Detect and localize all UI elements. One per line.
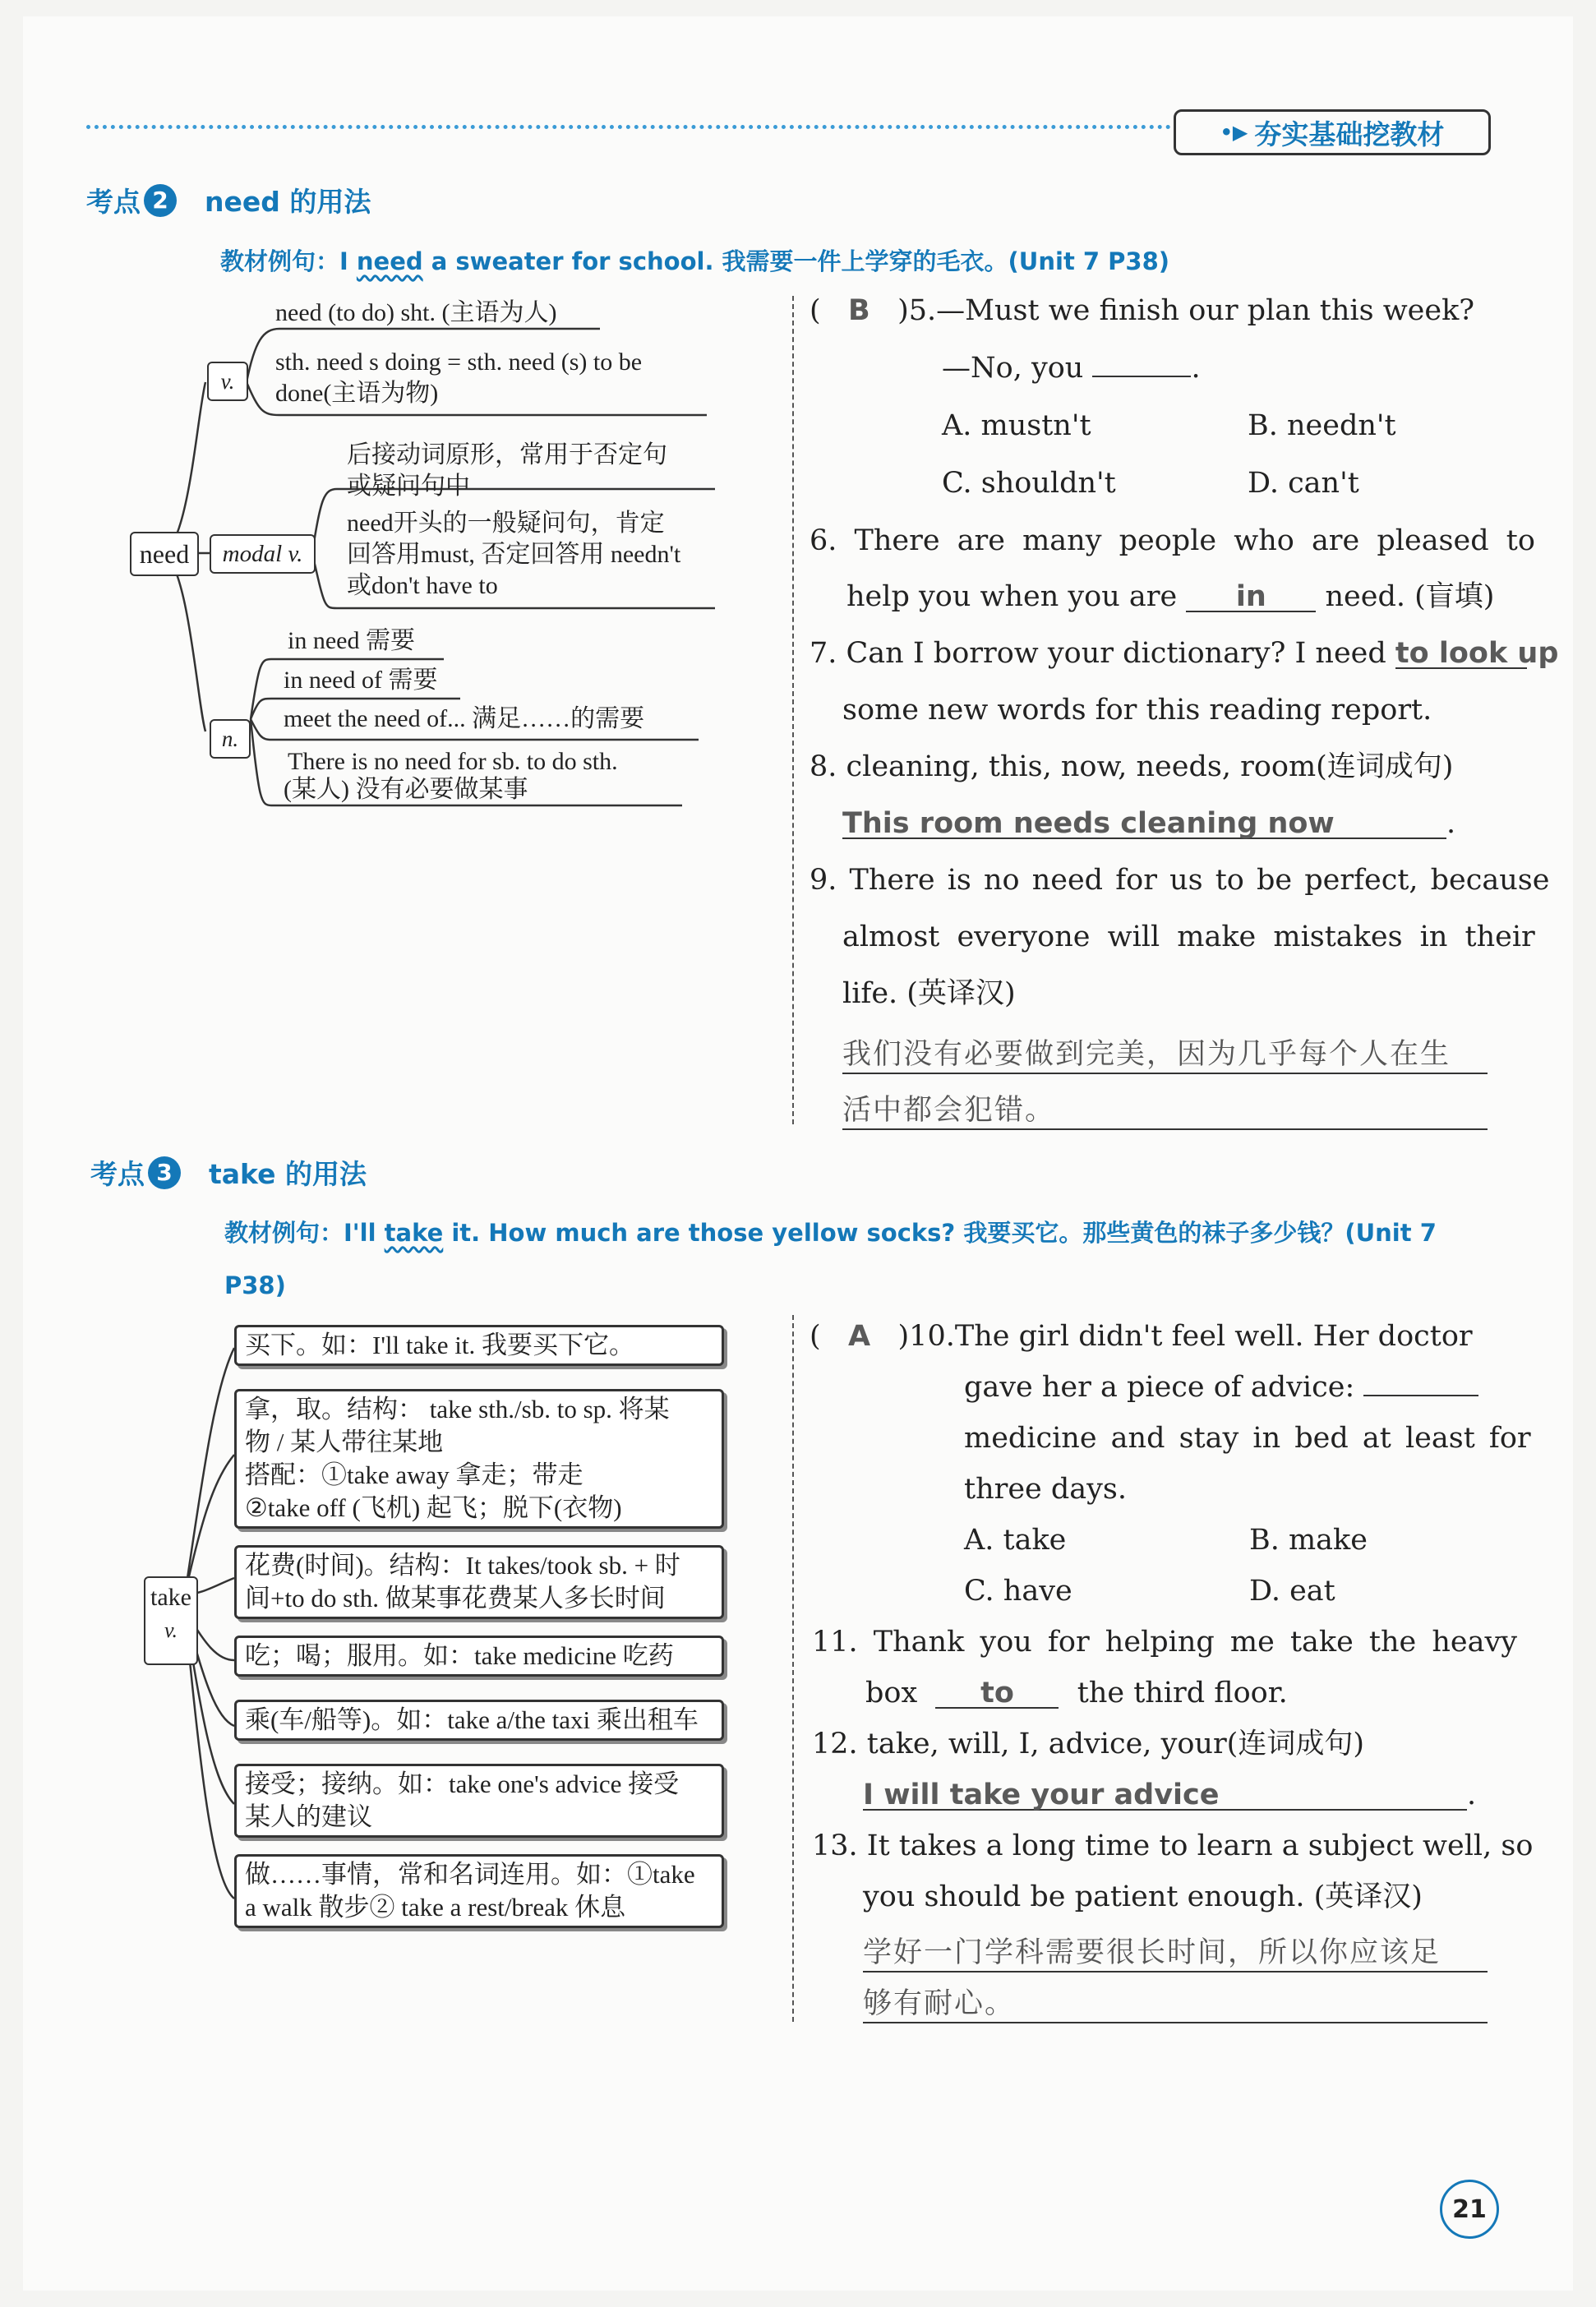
section-3-heading [90, 1153, 367, 1192]
need-n-usage-1: in need 需要 [288, 627, 415, 654]
example-keyword: need [356, 247, 423, 275]
section-title: take 的用法 [209, 1158, 367, 1190]
take-usage-box-do [234, 1854, 724, 1928]
section-number: 2 [144, 184, 177, 217]
question-number: )5. [897, 294, 937, 327]
period: . [1446, 807, 1456, 840]
question-10-line-2 [964, 1371, 1478, 1404]
take-usage-box-spend [234, 1545, 724, 1619]
question-text: gave her a piece of advice: [964, 1371, 1355, 1404]
question-9-line-2: almost everyone will make mistakes in their [842, 920, 1535, 953]
question-text: The girl didn't feel well. Her doctor [954, 1320, 1473, 1353]
section-3-example [224, 1207, 1437, 1259]
need-n-usage-3: meet the need of... 满足……的需要 [284, 705, 645, 732]
take-root-word: take [150, 1584, 191, 1611]
option-c: C. shouldn't [942, 467, 1116, 500]
take-usage-text: 某人的建议 [245, 1802, 372, 1831]
header-dotted-rule [86, 125, 1171, 129]
take-usage-text: 买下。如：I'll take it. 我要买下它。 [245, 1331, 634, 1359]
question-7 [810, 637, 1559, 670]
answer-choice: A [848, 1320, 871, 1353]
question-text: 7. Can I borrow your dictionary? I need [810, 637, 1386, 670]
take-usage-text: 吃；喝；服用。如：take medicine 吃药 [245, 1641, 674, 1670]
need-v-usage-2b: done(主语为物) [275, 380, 439, 407]
example-prefix: 教材例句：I'll [224, 1219, 385, 1247]
example-text: it. How much are those yellow socks? 我要买它。那些黄色的袜子多少钱？(Unit 7 [443, 1219, 1437, 1247]
take-usage-text: a walk 散步② take a rest/break 休息 [245, 1893, 626, 1922]
section-badge-label: 考点 [86, 186, 141, 218]
example-keyword: take [384, 1219, 444, 1247]
question-10-line-3: medicine and stay in bed at least for [964, 1422, 1531, 1455]
take-usage-text: 物 / 某人带往某地 [245, 1428, 444, 1456]
take-usage-box-buy [234, 1325, 724, 1366]
question-9-line-3: life. (英译汉) [842, 977, 1016, 1010]
question-9: 9. There is no need for us to be perfect, because [810, 864, 1550, 897]
option-d: D. can't [1248, 467, 1359, 500]
need-n-usage-4b: (某人) 没有必要做某事 [284, 776, 528, 803]
take-root-pos: v. [164, 1618, 178, 1642]
option-b: B. needn't [1248, 409, 1396, 442]
answer-blank[interactable]: to look up [1395, 637, 1559, 670]
option-d: D. eat [1249, 1575, 1335, 1608]
question-text: box [865, 1677, 918, 1709]
need-modal-usage-2b: 回答用must, 否定回答用 needn't [347, 541, 681, 568]
need-noun-node: n. [210, 719, 251, 759]
option-c: C. have [964, 1575, 1072, 1608]
take-usage-box-transport [234, 1700, 724, 1741]
need-n-usage-2: in need of 需要 [284, 667, 438, 694]
section-number: 3 [148, 1156, 181, 1189]
question-13-line-2: you should be patient enough. (英译汉) [863, 1880, 1423, 1913]
question-10-line-4: three days. [964, 1473, 1128, 1506]
question-text: need. (盲填) [1325, 580, 1495, 613]
take-usage-text: 做……事情，常和名词连用。如：①take [245, 1860, 695, 1889]
double-arrow-icon: •▶ [1220, 121, 1248, 144]
question-text: —Must we finish our plan this week? [936, 294, 1475, 327]
take-usage-text: 花费(时间)。结构：It takes/took sb. + 时 [245, 1551, 680, 1580]
answer-blank[interactable]: to [935, 1679, 1059, 1709]
need-modal-usage-2a: need开头的一般疑问句，肯定 [347, 510, 665, 537]
answer-choice: B [848, 294, 870, 327]
question-8-answer-line [842, 807, 1455, 840]
question-text: —No, you [942, 352, 1084, 385]
need-v-usage-2a: sth. need s doing = sth. need (s) to be [275, 348, 643, 376]
need-verb-node: v. [207, 362, 248, 401]
section-2-example [220, 235, 1169, 288]
question-number: )10. [897, 1320, 955, 1353]
question-9-answer-line-2: 活中都会犯错。 [842, 1087, 1488, 1130]
section-2-heading [86, 181, 371, 219]
example-text: a sweater for school. 我需要一件上学穿的毛衣。(Unit 7 P38) [422, 247, 1170, 275]
question-6: 6. There are many people who are pleased to [810, 524, 1535, 557]
need-v-usage-1: need (to do) sht. (主语为人) [275, 299, 557, 326]
answer-blank[interactable]: This room needs cleaning now [842, 810, 1446, 839]
take-usage-text: 间+to do sth. 做某事花费某人多长时间 [245, 1584, 666, 1613]
question-11-line-2 [865, 1677, 1288, 1709]
option-a: A. take [964, 1524, 1067, 1557]
section-title: need 的用法 [205, 186, 371, 218]
take-usage-text: ②take off (飞机) 起飞；脱下(衣物) [245, 1493, 622, 1522]
question-7-line-2: some new words for this reading report. [842, 694, 1432, 727]
answer-blank[interactable] [1092, 376, 1191, 377]
take-usage-box-carry [234, 1389, 724, 1529]
column-divider-1 [792, 296, 794, 1124]
take-usage-box-accept [234, 1764, 724, 1838]
header-brand-badge [1174, 109, 1491, 155]
question-text: the third floor. [1077, 1677, 1288, 1709]
need-n-usage-4a: There is no need for sb. to do sth. [288, 748, 618, 775]
need-modal-usage-1a: 后接动词原形，常用于否定句 [347, 441, 667, 468]
answer-blank[interactable] [1363, 1395, 1478, 1396]
take-usage-text: 搭配：①take away 拿走；带走 [245, 1460, 584, 1489]
need-modal-usage-2c: 或don't have to [347, 572, 498, 599]
column-divider-2 [792, 1315, 794, 2022]
question-13: 13. It takes a long time to learn a subject well, so [812, 1829, 1534, 1862]
page-number: 21 [1440, 2180, 1499, 2239]
need-modal-usage-1b: 或疑问句中 [347, 473, 470, 500]
section-badge-label: 考点 [90, 1158, 145, 1190]
brand-label: 夯实基础挖教材 [1254, 118, 1445, 150]
take-usage-text: 拿，取。结构： take sth./sb. to sp. 将某 [245, 1395, 670, 1423]
question-12-answer-line [863, 1779, 1476, 1811]
question-12: 12. take, will, I, advice, your(连词成句) [812, 1728, 1364, 1760]
need-modal-node: modal v. [210, 534, 316, 574]
question-10: ( A )10.The girl didn't feel well. Her doctor [810, 1320, 1473, 1353]
question-8: 8. cleaning, this, now, needs, room(连词成句) [810, 750, 1454, 783]
option-a: A. mustn't [942, 409, 1091, 442]
take-usage-box-medicine [234, 1636, 724, 1677]
section-3-example-line-2: P38) [224, 1271, 286, 1299]
question-13-answer-line-1: 学好一门学科需要很长时间，所以你应该足 [863, 1930, 1488, 1972]
take-usage-text: 乘(车/船等)。如：take a/the taxi 乘出租车 [245, 1705, 699, 1734]
period: . [1467, 1779, 1477, 1811]
period: . [1191, 352, 1201, 385]
question-6-line-2 [846, 580, 1494, 613]
question-13-answer-line-2: 够有耐心。 [863, 1981, 1488, 2023]
question-5-line-2 [942, 352, 1201, 385]
question-5: ( B )5.—Must we finish our plan this week? [810, 294, 1475, 327]
answer-blank[interactable]: I will take your advice [863, 1781, 1467, 1811]
take-usage-text: 接受；接纳。如：take one's advice 接受 [245, 1769, 680, 1798]
example-prefix: 教材例句：I [220, 247, 357, 275]
need-root-node: need [130, 532, 199, 576]
option-b: B. make [1249, 1524, 1368, 1557]
question-text: help you when you are [846, 580, 1178, 613]
question-9-answer-line-1: 我们没有必要做到完美，因为几乎每个人在生 [842, 1031, 1488, 1074]
answer-blank[interactable]: in [1186, 583, 1316, 612]
question-11: 11. Thank you for helping me take the heavy [812, 1626, 1518, 1659]
take-root-node [144, 1576, 198, 1665]
